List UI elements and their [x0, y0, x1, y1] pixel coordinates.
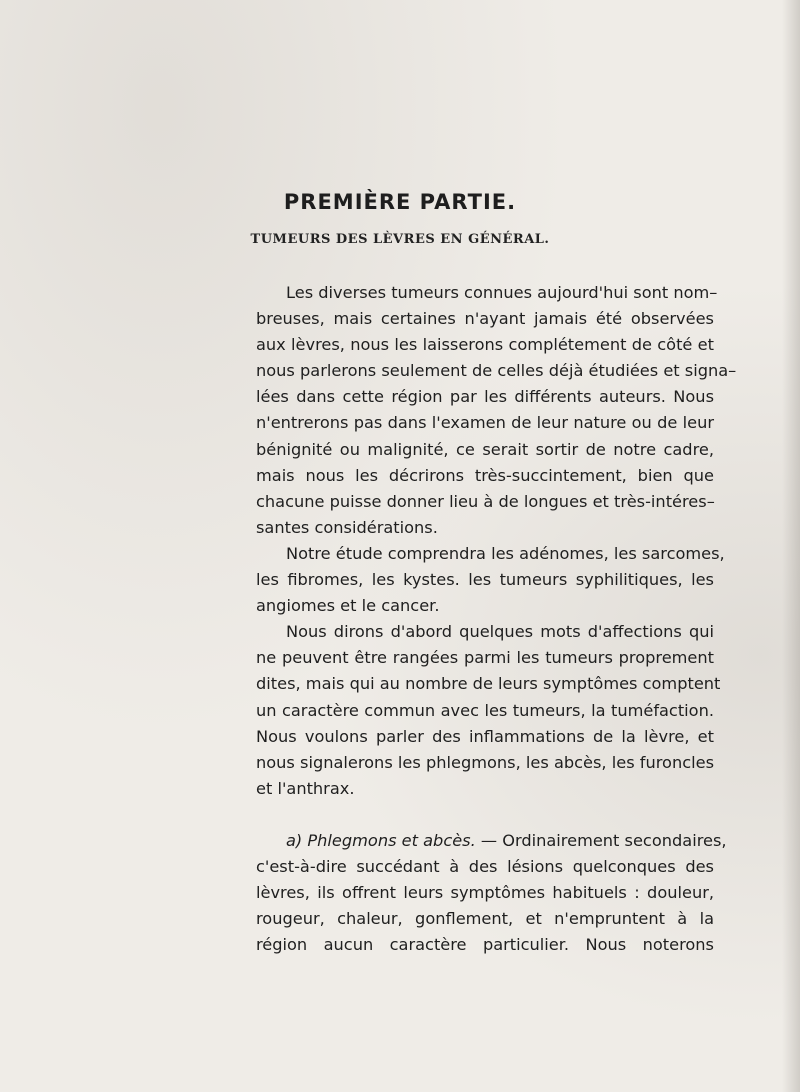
text-line: santes considérations.	[256, 517, 438, 537]
text-line: Les diverses tumeurs connues aujourd'hui sont nom–	[286, 283, 718, 302]
text-line: les fibromes, les kystes. les tumeurs syphilitiques, les	[256, 570, 714, 590]
text-line: nous signalerons les phlegmons, les abcès, les furoncles	[256, 752, 714, 772]
text-line: c'est-à-dire succédant à des lésions quelconques des	[256, 856, 714, 876]
text-line: lées dans cette région par les différents auteurs. Nous	[256, 387, 714, 407]
text-line: angiomes et le cancer.	[256, 596, 440, 616]
part-title: PREMIÈRE PARTIE.	[283, 190, 517, 214]
text-line: aux lèvres, nous les laisserons complétement de côté et	[256, 335, 714, 355]
text-line: rougeur, chaleur, gonflement, et n'empruntent à la	[256, 909, 714, 929]
text-line: n'entrerons pas dans l'examen de leur nature ou de leur	[256, 413, 714, 433]
text-line: un caractère commun avec les tumeurs, la tuméfaction.	[256, 700, 714, 720]
body-text	[256, 280, 737, 958]
subsection-first-line	[256, 828, 727, 854]
subsection-label: a)	[286, 830, 303, 850]
text-line: bénignité ou malignité, ce serait sortir de notre cadre,	[256, 439, 714, 459]
subsection-first-line-rest: — Ordinairement secondaires,	[475, 830, 727, 850]
page-edge-shadow	[782, 0, 800, 1092]
text-line: mais nous les décrirons très-succintement, bien que	[256, 465, 714, 485]
text-line: Nous voulons parler des inflammations de la lèvre, et	[256, 726, 714, 746]
subsection-heading: Phlegmons et abcès.	[307, 830, 476, 850]
text-line: nous parlerons seulement de celles déjà étudiées et signa–	[256, 361, 737, 381]
text-line: breuses, mais certaines n'ayant jamais été observées	[256, 309, 714, 329]
paragraph-gap	[256, 802, 714, 828]
section-title: TUMEURS DES LÈVRES EN GÉNÉRAL.	[250, 232, 550, 247]
text-line: dites, mais qui au nombre de leurs symptômes comptent	[256, 674, 721, 694]
text-line: chacune puisse donner lieu à de longues et très-intéres–	[256, 491, 715, 511]
text-line: ne peuvent être rangées parmi les tumeurs proprement	[256, 648, 714, 668]
text-line: Notre étude comprendra les adénomes, les sarcomes,	[286, 543, 725, 563]
text-line: région aucun caractère particulier. Nous noterons	[256, 935, 714, 955]
text-line: lèvres, ils offrent leurs symptômes habituels : douleur,	[256, 883, 714, 903]
text-line: Nous dirons d'abord quelques mots d'affections qui	[286, 622, 714, 642]
text-line: et l'anthrax.	[256, 778, 355, 798]
